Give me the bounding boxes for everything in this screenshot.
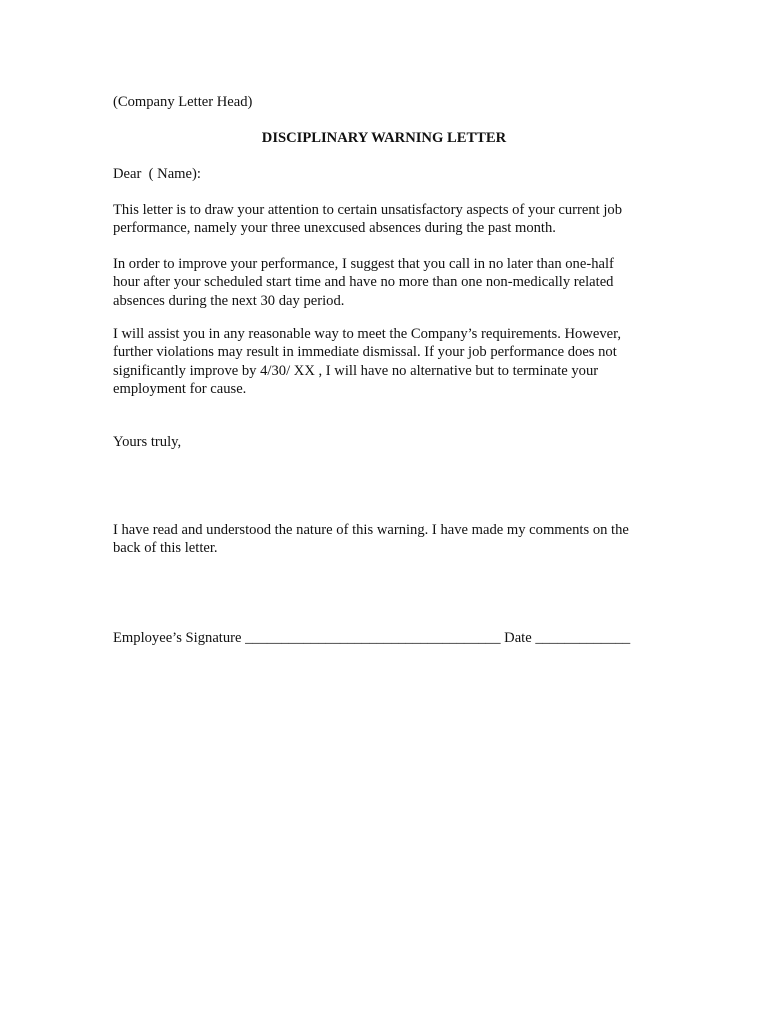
acknowledgement-paragraph: I have read and understood the nature of this warning. I have made my comments on the back of this letter. [113, 522, 629, 557]
closing: Yours truly, [113, 434, 182, 450]
body-paragraph-2: In order to improve your performance, I suggest that you call in no later than one-half hour after your scheduled start time and have no more than one non-medically related absences during the next 30 day period. [113, 256, 614, 309]
employee-signature-line: Employee’s Signature ___________________________________ Date _____________ [113, 630, 631, 646]
body-paragraph-1: This letter is to draw your attention to certain unsatisfactory aspects of your current job performance, namely your three unexcused absences during the past month. [113, 202, 623, 237]
body-paragraph-3: I will assist you in any reasonable way to meet the Company’s requirements. However, further violations may result in immediate dismissal. If your job performance does not significantly improve by 4/30/ XX , I will have no alternative but to terminate your employment for cause. [113, 326, 622, 398]
letter-title: DISCIPLINARY WARNING LETTER [261, 130, 507, 146]
salutation: Dear ( Name): [113, 166, 201, 182]
company-letterhead-placeholder: (Company Letter Head) [113, 94, 253, 110]
